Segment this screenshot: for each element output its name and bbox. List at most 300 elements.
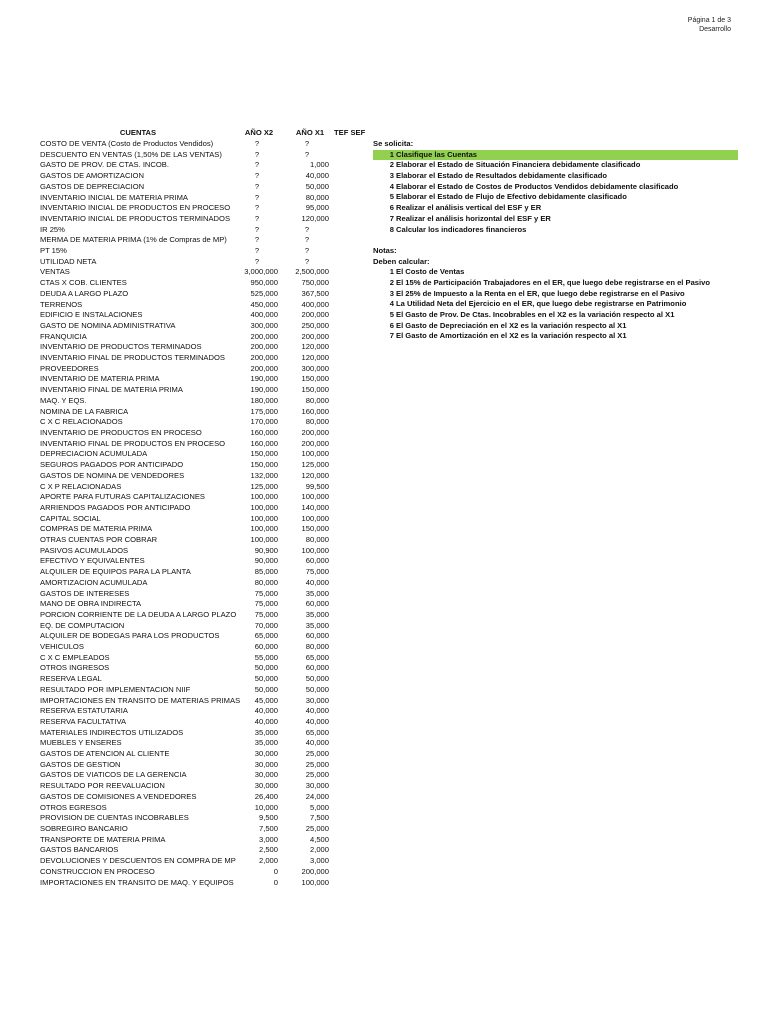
item-text: Elaborar el Estado de Costos de Productos Vendidos debidamente clasificado — [396, 181, 679, 191]
account-name: GASTOS DE INTERESES — [40, 588, 130, 598]
value-ano-x2: 125,000 — [250, 481, 278, 491]
table-row — [0, 535, 340, 546]
table-row — [0, 428, 340, 439]
item-text: El Gasto de Depreciación en el X2 es la variación respecto al X1 — [396, 320, 627, 330]
table-row — [0, 139, 340, 150]
value-ano-x1: 150,000 — [301, 385, 329, 395]
account-name: GASTO DE PROV. DE CTAS. INCOB. — [40, 160, 169, 170]
value-ano-x1: 250,000 — [301, 320, 329, 330]
value-ano-x1: 40,000 — [305, 706, 329, 716]
table-row — [0, 770, 340, 781]
account-name: INVENTARIO DE MATERIA PRIMA — [40, 374, 160, 384]
table-row — [0, 599, 340, 610]
account-name: COSTO DE VENTA (Costo de Productos Vendidos) — [40, 139, 214, 148]
value-ano-x1: 150,000 — [301, 374, 329, 384]
solicita-item — [373, 171, 738, 182]
account-name: DEUDA A LARGO PLAZO — [40, 288, 129, 298]
account-name: C X C RELACIONADOS — [40, 417, 123, 427]
value-ano-x1: 150,000 — [301, 524, 329, 534]
solicita-item — [373, 225, 738, 236]
account-name: SEGUROS PAGADOS POR ANTICIPADO — [40, 460, 184, 470]
value-ano-x1: 35,000 — [305, 588, 329, 598]
value-ano-x1: 24,000 — [305, 791, 329, 801]
table-row — [0, 556, 340, 567]
account-name: EQ. DE COMPUTACION — [40, 620, 125, 630]
notas-subtitle: Deben calcular: — [373, 256, 430, 266]
value-ano-x2: 45,000 — [254, 695, 278, 705]
item-number: 4 — [389, 181, 394, 191]
table-row — [0, 257, 340, 268]
notas-item — [373, 331, 738, 342]
account-name: MERMA DE MATERIA PRIMA (1% de Compras de MP) — [40, 235, 227, 245]
value-ano-x2: 160,000 — [250, 427, 278, 437]
table-row — [0, 610, 340, 621]
account-name: ALQUILER DE BODEGAS PARA LOS PRODUCTOS — [40, 631, 220, 641]
value-ano-x2: 132,000 — [250, 470, 278, 480]
header-ano-x1: AÑO X1 — [295, 128, 325, 137]
value-ano-x1: 367,500 — [301, 288, 329, 298]
value-ano-x1: 100,000 — [301, 449, 329, 459]
value-ano-x1: 80,000 — [305, 642, 329, 652]
solicita-item — [373, 182, 738, 193]
item-number: 6 — [389, 203, 394, 213]
value-ano-x2: 30,000 — [254, 749, 278, 759]
item-text: Elaborar el Estado de Resultados debidamente clasificado — [396, 171, 608, 181]
account-name: GASTOS DE DEPRECIACION — [40, 181, 145, 191]
value-ano-x2: 2,500 — [258, 845, 278, 855]
value-ano-x2: 160,000 — [250, 438, 278, 448]
value-ano-x1: 200,000 — [301, 438, 329, 448]
value-ano-x2: 80,000 — [254, 577, 278, 587]
account-name: C X P RELACIONADAS — [40, 481, 122, 491]
account-name: OTROS INGRESOS — [40, 663, 110, 673]
account-name: APORTE PARA FUTURAS CAPITALIZACIONES — [40, 492, 205, 502]
value-ano-x1: 35,000 — [305, 609, 329, 619]
value-ano-x1: 50,000 — [305, 674, 329, 684]
table-row — [0, 696, 340, 707]
value-ano-x2: ? — [254, 192, 260, 202]
table-row — [0, 824, 340, 835]
value-ano-x2: ? — [254, 149, 260, 159]
item-text: El 25% de Impuesto a la Renta en el ER, que luego debe registrarse en el Pasivo — [396, 288, 685, 298]
item-text: Elaborar el Estado de Flujo de Efectivo debidamente clasificado — [396, 192, 627, 202]
header-cuentas: CUENTAS — [119, 128, 157, 137]
table-row — [0, 225, 340, 236]
table-row — [0, 717, 340, 728]
table-row — [0, 642, 340, 653]
account-name: OTROS EGRESOS — [40, 802, 107, 812]
value-ano-x2: 450,000 — [250, 299, 278, 309]
table-row — [0, 160, 340, 171]
table-row — [0, 653, 340, 664]
value-ano-x2: 150,000 — [250, 449, 278, 459]
value-ano-x1: 2,500,000 — [295, 267, 329, 277]
account-name: OTRAS CUENTAS POR COBRAR — [40, 535, 158, 545]
value-ano-x2: 100,000 — [250, 524, 278, 534]
account-name: MATERIALES INDIRECTOS UTILIZADOS — [40, 727, 184, 737]
table-row — [0, 471, 340, 482]
account-name: GASTO DE NOMINA ADMINISTRATIVA — [40, 320, 176, 330]
value-ano-x2: 180,000 — [250, 395, 278, 405]
item-text: Elaborar el Estado de Situación Financiera debidamente clasificado — [396, 160, 641, 170]
table-row — [0, 150, 340, 161]
value-ano-x2: 100,000 — [250, 535, 278, 545]
item-text: La Utilidad Neta del Ejercicio en el ER, que luego debe registrarse en Patrimonio — [396, 299, 687, 309]
account-name: GASTOS DE NOMINA DE VENDEDORES — [40, 470, 185, 480]
value-ano-x2: 85,000 — [254, 567, 278, 577]
value-ano-x1: 3,000 — [309, 856, 329, 866]
table-row — [0, 321, 340, 332]
value-ano-x2: ? — [254, 235, 260, 245]
table-row — [0, 482, 340, 493]
value-ano-x2: 35,000 — [254, 738, 278, 748]
account-name: AMORTIZACION ACUMULADA — [40, 577, 148, 587]
value-ano-x2: 70,000 — [254, 620, 278, 630]
table-row — [0, 439, 340, 450]
table-header — [0, 128, 380, 138]
account-name: INVENTARIO INICIAL DE MATERIA PRIMA — [40, 192, 188, 202]
table-row — [0, 407, 340, 418]
notas-item — [373, 299, 738, 310]
table-row — [0, 621, 340, 632]
value-ano-x2: 0 — [273, 877, 278, 887]
account-name: CONSTRUCCION EN PROCESO — [40, 866, 155, 876]
value-ano-x2: 50,000 — [254, 663, 278, 673]
table-row — [0, 845, 340, 856]
account-name: CAPITAL SOCIAL — [40, 513, 101, 523]
value-ano-x2: 200,000 — [250, 342, 278, 352]
value-ano-x1: 160,000 — [301, 406, 329, 416]
account-name: PORCION CORRIENTE DE LA DEUDA A LARGO PLAZO — [40, 609, 237, 619]
value-ano-x2: 100,000 — [250, 513, 278, 523]
account-name: GASTOS BANCARIOS — [40, 845, 119, 855]
account-name: GASTOS DE ATENCION AL CLIENTE — [40, 749, 170, 759]
value-ano-x1: 50,000 — [305, 181, 329, 191]
value-ano-x1: 7,500 — [309, 813, 329, 823]
value-ano-x1: 80,000 — [305, 395, 329, 405]
account-name: INVENTARIO INICIAL DE PRODUCTOS EN PROCESO — [40, 203, 231, 213]
account-name: EFECTIVO Y EQUIVALENTES — [40, 556, 145, 566]
table-row — [0, 803, 340, 814]
account-name: TERRENOS — [40, 299, 83, 309]
account-name: DESCUENTO EN VENTAS (1,50% DE LAS VENTAS) — [40, 149, 222, 159]
value-ano-x2: 9,500 — [258, 813, 278, 823]
account-name: MANO DE OBRA INDIRECTA — [40, 599, 142, 609]
value-ano-x2: 100,000 — [250, 502, 278, 512]
account-name: INVENTARIO DE PRODUCTOS EN PROCESO — [40, 427, 202, 437]
value-ano-x1: 25,000 — [305, 749, 329, 759]
value-ano-x2: 7,500 — [258, 824, 278, 833]
value-ano-x2: ? — [254, 224, 260, 234]
value-ano-x1: 35,000 — [305, 620, 329, 630]
value-ano-x2: ? — [254, 246, 260, 256]
account-name: MUEBLES Y ENSERES — [40, 738, 122, 748]
account-name: RESULTADO POR IMPLEMENTACION NIIF — [40, 684, 191, 694]
value-ano-x1: 40,000 — [305, 716, 329, 726]
table-row — [0, 364, 340, 375]
value-ano-x2: 50,000 — [254, 684, 278, 694]
item-text: El Costo de Ventas — [396, 267, 465, 277]
item-text: El 15% de Participación Trabajadores en el ER, que luego debe registrarse en el Pasivo — [396, 277, 710, 287]
account-name: NOMINA DE LA FABRICA — [40, 406, 129, 416]
item-number: 1 — [389, 149, 394, 159]
account-name: VENTAS — [40, 267, 70, 277]
value-ano-x1: 200,000 — [301, 331, 329, 341]
table-row — [0, 449, 340, 460]
value-ano-x1: 5,000 — [309, 802, 329, 812]
value-ano-x2: 90,900 — [254, 545, 278, 555]
table-row — [0, 342, 340, 353]
value-ano-x1: 25,000 — [305, 824, 329, 833]
account-name: DEPRECIACION ACUMULADA — [40, 449, 148, 459]
value-ano-x1: 60,000 — [305, 556, 329, 566]
page-number: Página 1 de 3 — [687, 17, 731, 24]
value-ano-x2: 75,000 — [254, 599, 278, 609]
table-row — [0, 578, 340, 589]
table-row — [0, 856, 340, 867]
value-ano-x1: 200,000 — [301, 310, 329, 320]
account-name: FRANQUICIA — [40, 331, 87, 341]
account-name: PROVISION DE CUENTAS INCOBRABLES — [40, 813, 189, 823]
account-name: CTAS X COB. CLIENTES — [40, 278, 127, 288]
value-ano-x2: ? — [254, 256, 260, 266]
value-ano-x1: 100,000 — [301, 545, 329, 555]
solicita-title: Se solicita: — [373, 139, 414, 148]
value-ano-x2: 950,000 — [250, 278, 278, 288]
value-ano-x1: 300,000 — [301, 363, 329, 373]
item-number: 7 — [389, 331, 394, 341]
value-ano-x2: 35,000 — [254, 727, 278, 737]
value-ano-x2: ? — [254, 213, 260, 223]
notas-title: Notas: — [373, 245, 397, 255]
value-ano-x1: ? — [304, 235, 310, 245]
account-name: IMPORTACIONES EN TRANSITO DE MATERIAS PRIMAS — [40, 695, 240, 705]
item-number: 2 — [389, 160, 394, 170]
account-name: IMPORTACIONES EN TRANSITO DE MAQ. Y EQUIPOS — [40, 877, 234, 887]
table-row — [0, 867, 340, 878]
table-row — [0, 267, 340, 278]
value-ano-x1: 120,000 — [301, 470, 329, 480]
item-number: 8 — [389, 224, 394, 234]
value-ano-x1: 40,000 — [305, 577, 329, 587]
table-row — [0, 706, 340, 717]
value-ano-x2: ? — [254, 171, 260, 181]
table-row — [0, 385, 340, 396]
value-ano-x1: 120,000 — [301, 213, 329, 223]
value-ano-x1: 140,000 — [301, 502, 329, 512]
item-text: El Gasto de Prov. De Ctas. Incobrables en el X2 es la variación respecto al X1 — [396, 310, 675, 319]
table-row — [0, 631, 340, 642]
value-ano-x1: ? — [304, 246, 310, 256]
table-row — [0, 374, 340, 385]
table-row — [0, 685, 340, 696]
value-ano-x1: 100,000 — [301, 492, 329, 502]
account-name: COMPRAS DE MATERIA PRIMA — [40, 524, 153, 534]
value-ano-x1: 40,000 — [305, 171, 329, 181]
account-name: ARRIENDOS PAGADOS POR ANTICIPADO — [40, 502, 191, 512]
accounts-table — [0, 139, 340, 888]
account-name: GASTOS DE VIATICOS DE LA GERENCIA — [40, 770, 187, 780]
table-row — [0, 663, 340, 674]
table-row — [0, 546, 340, 557]
notas-item — [373, 278, 738, 289]
table-row — [0, 300, 340, 311]
solicita-list — [373, 150, 738, 236]
table-row — [0, 310, 340, 321]
table-row — [0, 781, 340, 792]
value-ano-x1: 4,500 — [309, 834, 329, 844]
account-name: RESULTADO POR REEVALUACION — [40, 781, 165, 791]
value-ano-x2: 2,000 — [258, 856, 278, 866]
table-row — [0, 813, 340, 824]
value-ano-x1: 65,000 — [305, 652, 329, 662]
solicita-item — [373, 160, 738, 171]
value-ano-x1: 25,000 — [305, 759, 329, 769]
table-row — [0, 332, 340, 343]
value-ano-x2: 30,000 — [254, 770, 278, 780]
value-ano-x1: 25,000 — [305, 770, 329, 780]
table-row — [0, 278, 340, 289]
table-row — [0, 417, 340, 428]
value-ano-x2: 65,000 — [254, 631, 278, 641]
value-ano-x2: 190,000 — [250, 385, 278, 395]
account-name: PASIVOS ACUMULADOS — [40, 545, 129, 555]
value-ano-x1: ? — [304, 224, 310, 234]
account-name: INVENTARIO FINAL DE PRODUCTOS TERMINADOS — [40, 353, 225, 363]
value-ano-x2: 40,000 — [254, 706, 278, 716]
table-row — [0, 760, 340, 771]
account-name: ALQUILER DE EQUIPOS PARA LA PLANTA — [40, 567, 191, 577]
value-ano-x1: 200,000 — [301, 866, 329, 876]
account-name: C X C EMPLEADOS — [40, 652, 110, 662]
value-ano-x1: 80,000 — [305, 417, 329, 427]
account-name: PROVEEDORES — [40, 363, 99, 373]
value-ano-x1: 400,000 — [301, 299, 329, 309]
account-name: GASTOS DE AMORTIZACION — [40, 171, 144, 181]
header-tef-sef: TEF SEF — [334, 128, 366, 137]
table-row — [0, 749, 340, 760]
table-row — [0, 396, 340, 407]
value-ano-x1: ? — [304, 149, 310, 159]
value-ano-x2: 200,000 — [250, 353, 278, 363]
table-row — [0, 728, 340, 739]
account-name: MAQ. Y EQS. — [40, 395, 87, 405]
value-ano-x1: 1,000 — [309, 160, 329, 170]
value-ano-x2: 200,000 — [250, 363, 278, 373]
value-ano-x1: 95,000 — [305, 203, 329, 213]
account-name: VEHICULOS — [40, 642, 84, 652]
account-name: PT 15% — [40, 246, 67, 256]
item-text: Clasifique las Cuentas — [396, 149, 478, 159]
value-ano-x1: 2,000 — [309, 845, 329, 855]
table-row — [0, 235, 340, 246]
value-ano-x2: 60,000 — [254, 642, 278, 652]
account-name: DEVOLUCIONES Y DESCUENTOS EN COMPRA DE MP — [40, 856, 236, 866]
value-ano-x2: 175,000 — [250, 406, 278, 416]
value-ano-x1: 40,000 — [305, 738, 329, 748]
value-ano-x2: ? — [254, 160, 260, 170]
value-ano-x2: 90,000 — [254, 556, 278, 566]
account-name: GASTOS DE GESTION — [40, 759, 121, 769]
account-name: TRANSPORTE DE MATERIA PRIMA — [40, 834, 166, 844]
value-ano-x2: 75,000 — [254, 609, 278, 619]
table-row — [0, 792, 340, 803]
value-ano-x2: ? — [254, 203, 260, 213]
account-name: INVENTARIO DE PRODUCTOS TERMINADOS — [40, 342, 202, 352]
value-ano-x2: 30,000 — [254, 759, 278, 769]
value-ano-x1: 50,000 — [305, 684, 329, 694]
value-ano-x1: 100,000 — [301, 513, 329, 523]
account-name: RESERVA ESTATUTARIA — [40, 706, 128, 716]
item-text: Realizar el análisis horizontal del ESF y ER — [396, 213, 551, 223]
value-ano-x1: 750,000 — [301, 278, 329, 288]
item-number: 7 — [389, 213, 394, 223]
account-name: GASTOS DE COMISIONES A VENDEDORES — [40, 791, 197, 801]
value-ano-x2: 0 — [273, 866, 278, 876]
item-number: 1 — [389, 267, 394, 277]
value-ano-x2: 75,000 — [254, 588, 278, 598]
table-row — [0, 214, 340, 225]
value-ano-x2: 170,000 — [250, 417, 278, 427]
value-ano-x2: 30,000 — [254, 781, 278, 791]
solicita-item — [373, 150, 738, 161]
table-row — [0, 353, 340, 364]
account-name: INVENTARIO FINAL DE PRODUCTOS EN PROCESO — [40, 438, 226, 448]
value-ano-x2: 100,000 — [250, 492, 278, 502]
value-ano-x2: ? — [254, 139, 260, 148]
item-number: 3 — [389, 171, 394, 181]
item-number: 5 — [389, 192, 394, 202]
page-subtitle: Desarrollo — [699, 26, 731, 31]
notas-list — [373, 267, 738, 342]
table-row — [0, 878, 340, 889]
notas-item — [373, 310, 738, 321]
solicita-item — [373, 203, 738, 214]
account-name: RESERVA FACULTATIVA — [40, 716, 127, 726]
table-row — [0, 514, 340, 525]
account-name: IR 25% — [40, 224, 65, 234]
value-ano-x1: 200,000 — [301, 427, 329, 437]
value-ano-x1: 30,000 — [305, 695, 329, 705]
item-text: El Gasto de Amortización en el X2 es la variación respecto al X1 — [396, 331, 627, 341]
notas-item — [373, 289, 738, 300]
value-ano-x2: 190,000 — [250, 374, 278, 384]
table-row — [0, 460, 340, 471]
value-ano-x2: 10,000 — [254, 802, 278, 812]
table-row — [0, 524, 340, 535]
table-row — [0, 203, 340, 214]
value-ano-x2: 50,000 — [254, 674, 278, 684]
account-name: EDIFICIO E INSTALACIONES — [40, 310, 143, 320]
value-ano-x1: 30,000 — [305, 781, 329, 791]
value-ano-x2: 200,000 — [250, 331, 278, 341]
value-ano-x2: 26,400 — [254, 791, 278, 801]
table-row — [0, 246, 340, 257]
value-ano-x1: 125,000 — [301, 460, 329, 470]
value-ano-x1: ? — [304, 139, 310, 148]
value-ano-x1: 60,000 — [305, 631, 329, 641]
value-ano-x1: 120,000 — [301, 353, 329, 363]
account-name: UTILIDAD NETA — [40, 256, 97, 266]
item-number: 6 — [389, 320, 394, 330]
table-row — [0, 182, 340, 193]
account-name: RESERVA LEGAL — [40, 674, 102, 684]
solicita-item — [373, 192, 738, 203]
item-number: 3 — [389, 288, 394, 298]
table-row — [0, 567, 340, 578]
table-row — [0, 589, 340, 600]
value-ano-x2: 400,000 — [250, 310, 278, 320]
